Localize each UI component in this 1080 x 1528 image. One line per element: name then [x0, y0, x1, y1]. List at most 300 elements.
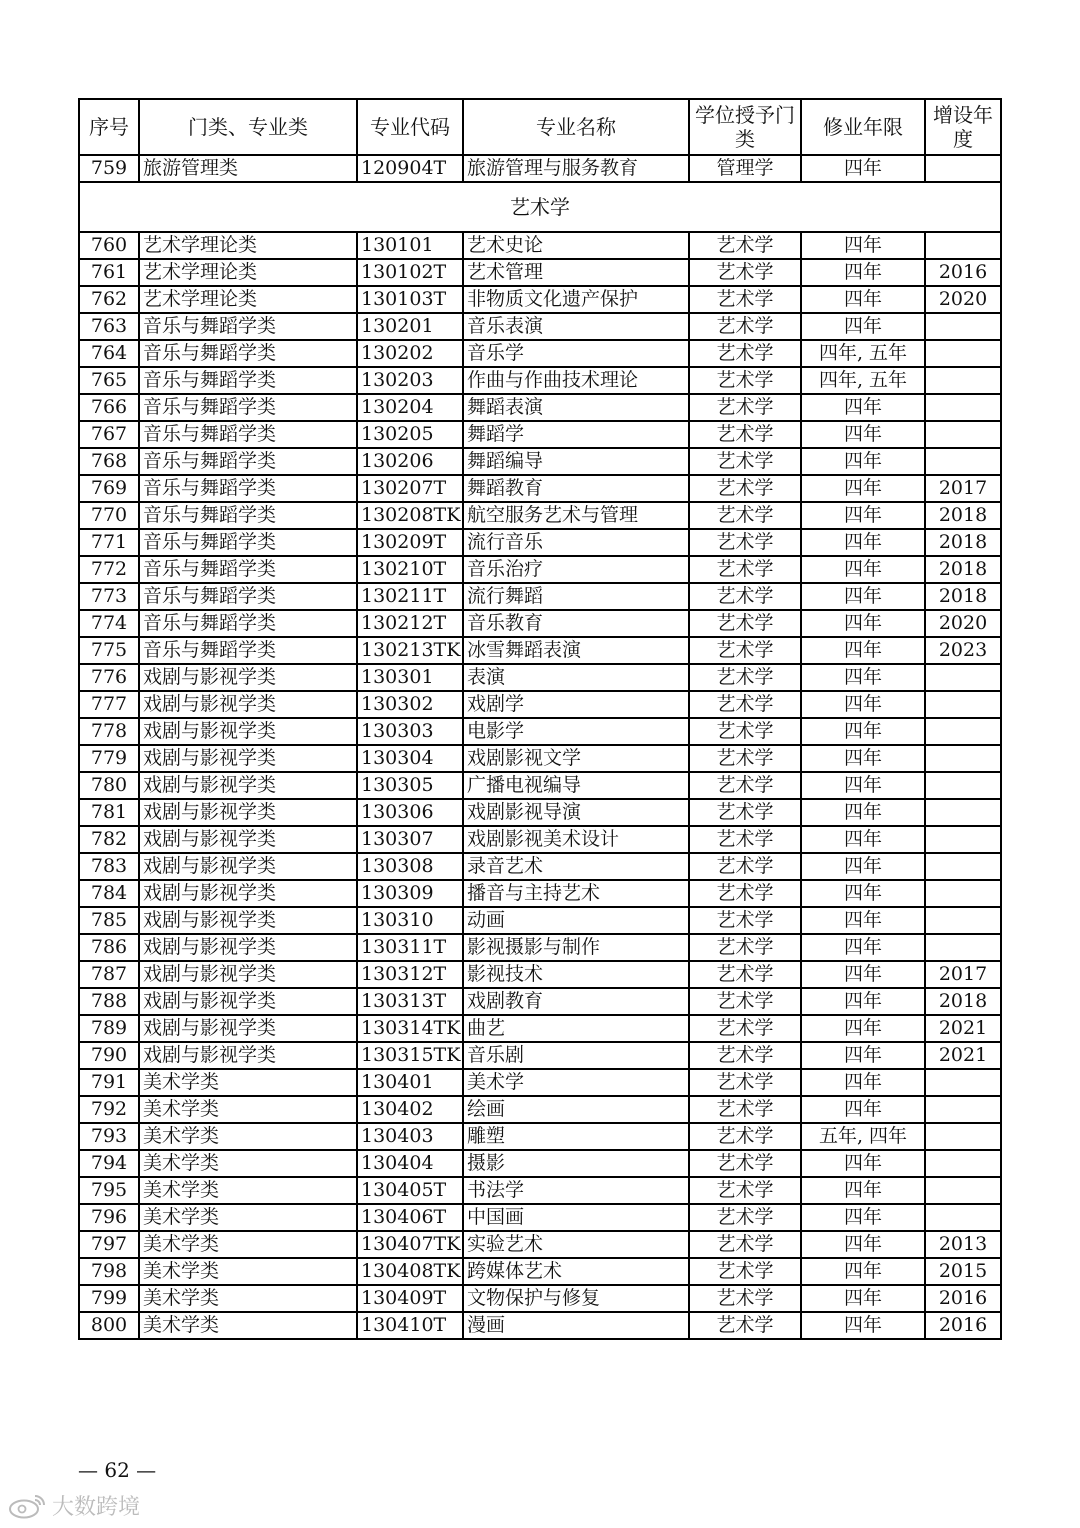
table-row [79, 988, 1001, 1015]
cell-year-added [925, 745, 1001, 772]
cell-major-name: 艺术管理 [463, 259, 689, 286]
cell-year-added [925, 367, 1001, 394]
cell-degree: 艺术学 [689, 1015, 801, 1042]
cell-major-name: 音乐表演 [463, 313, 689, 340]
cell-code: 130207T [357, 475, 463, 502]
cell-major-name: 跨媒体艺术 [463, 1258, 689, 1285]
cell-index: 785 [79, 907, 139, 934]
cell-code: 130315TK [357, 1042, 463, 1069]
cell-year-added [925, 340, 1001, 367]
cell-category: 戏剧与影视学类 [139, 691, 357, 718]
cell-index: 775 [79, 637, 139, 664]
cell-major-name: 电影学 [463, 718, 689, 745]
cell-duration: 四年 [801, 1285, 925, 1312]
cell-degree: 艺术学 [689, 1177, 801, 1204]
cell-code: 130211T [357, 583, 463, 610]
cell-year-added: 2016 [925, 1312, 1001, 1339]
cell-duration: 四年 [801, 286, 925, 313]
table-row [79, 799, 1001, 826]
cell-duration: 四年 [801, 1312, 925, 1339]
cell-year-added: 2013 [925, 1231, 1001, 1258]
table-row [79, 745, 1001, 772]
cell-index: 761 [79, 259, 139, 286]
cell-duration: 五年, 四年 [801, 1123, 925, 1150]
cell-category: 艺术学理论类 [139, 232, 357, 259]
cell-duration: 四年, 五年 [801, 367, 925, 394]
cell-category: 音乐与舞蹈学类 [139, 610, 357, 637]
cell-code: 130308 [357, 853, 463, 880]
cell-code: 130301 [357, 664, 463, 691]
table-row [79, 610, 1001, 637]
cell-code: 130410T [357, 1312, 463, 1339]
section-row [79, 182, 1001, 232]
cell-code: 130209T [357, 529, 463, 556]
cell-code: 130213TK [357, 637, 463, 664]
cell-index: 760 [79, 232, 139, 259]
cell-index: 784 [79, 880, 139, 907]
table-row [79, 664, 1001, 691]
cell-major-name: 作曲与作曲技术理论 [463, 367, 689, 394]
cell-major-name: 录音艺术 [463, 853, 689, 880]
cell-index: 777 [79, 691, 139, 718]
cell-degree: 艺术学 [689, 907, 801, 934]
cell-degree: 艺术学 [689, 1150, 801, 1177]
cell-year-added: 2018 [925, 529, 1001, 556]
cell-major-name: 动画 [463, 907, 689, 934]
table-row [79, 556, 1001, 583]
cell-year-added [925, 313, 1001, 340]
cell-category: 旅游管理类 [139, 155, 357, 182]
cell-category: 音乐与舞蹈学类 [139, 394, 357, 421]
cell-degree: 艺术学 [689, 367, 801, 394]
cell-degree: 艺术学 [689, 826, 801, 853]
cell-year-added [925, 718, 1001, 745]
cell-code: 130212T [357, 610, 463, 637]
header-cell-year-added: 增设年度 [925, 99, 1001, 155]
table-row [79, 1258, 1001, 1285]
cell-major-name: 绘画 [463, 1096, 689, 1123]
table-row [79, 718, 1001, 745]
cell-category: 美术学类 [139, 1177, 357, 1204]
cell-code: 130307 [357, 826, 463, 853]
cell-year-added: 2015 [925, 1258, 1001, 1285]
cell-category: 戏剧与影视学类 [139, 1042, 357, 1069]
cell-year-added [925, 1123, 1001, 1150]
cell-year-added: 2017 [925, 961, 1001, 988]
cell-index: 788 [79, 988, 139, 1015]
cell-major-name: 音乐剧 [463, 1042, 689, 1069]
table-row [79, 934, 1001, 961]
cell-degree: 艺术学 [689, 556, 801, 583]
cell-code: 130404 [357, 1150, 463, 1177]
cell-major-name: 表演 [463, 664, 689, 691]
cell-year-added [925, 448, 1001, 475]
cell-degree: 艺术学 [689, 1312, 801, 1339]
cell-major-name: 音乐学 [463, 340, 689, 367]
cell-major-name: 中国画 [463, 1204, 689, 1231]
cell-year-added: 2021 [925, 1042, 1001, 1069]
cell-code: 130408TK [357, 1258, 463, 1285]
cell-degree: 艺术学 [689, 475, 801, 502]
cell-code: 130311T [357, 934, 463, 961]
cell-degree: 艺术学 [689, 718, 801, 745]
cell-duration: 四年 [801, 691, 925, 718]
cell-year-added: 2020 [925, 286, 1001, 313]
cell-index: 797 [79, 1231, 139, 1258]
cell-index: 796 [79, 1204, 139, 1231]
page-number: — 62 — [78, 1458, 157, 1482]
cell-major-name: 影视技术 [463, 961, 689, 988]
cell-code: 130304 [357, 745, 463, 772]
cell-major-name: 流行音乐 [463, 529, 689, 556]
cell-category: 音乐与舞蹈学类 [139, 583, 357, 610]
cell-degree: 艺术学 [689, 502, 801, 529]
cell-year-added [925, 691, 1001, 718]
cell-major-name: 戏剧学 [463, 691, 689, 718]
table-row [79, 826, 1001, 853]
cell-degree: 艺术学 [689, 1069, 801, 1096]
cell-category: 戏剧与影视学类 [139, 934, 357, 961]
cell-year-added [925, 907, 1001, 934]
cell-index: 759 [79, 155, 139, 182]
cell-category: 音乐与舞蹈学类 [139, 340, 357, 367]
cell-year-added [925, 772, 1001, 799]
cell-code: 130306 [357, 799, 463, 826]
table-row [79, 1096, 1001, 1123]
cell-duration: 四年 [801, 1150, 925, 1177]
cell-year-added: 2016 [925, 259, 1001, 286]
cell-index: 783 [79, 853, 139, 880]
cell-index: 765 [79, 367, 139, 394]
cell-code: 130405T [357, 1177, 463, 1204]
cell-year-added [925, 1069, 1001, 1096]
cell-degree: 艺术学 [689, 880, 801, 907]
cell-duration: 四年 [801, 718, 925, 745]
cell-major-name: 舞蹈表演 [463, 394, 689, 421]
cell-category: 音乐与舞蹈学类 [139, 448, 357, 475]
cell-duration: 四年 [801, 826, 925, 853]
cell-duration: 四年 [801, 1258, 925, 1285]
cell-duration: 四年 [801, 1042, 925, 1069]
cell-category: 戏剧与影视学类 [139, 799, 357, 826]
header-row [79, 99, 1001, 155]
cell-index: 782 [79, 826, 139, 853]
cell-code: 130201 [357, 313, 463, 340]
cell-major-name: 戏剧影视文学 [463, 745, 689, 772]
table-row [79, 421, 1001, 448]
cell-code: 130204 [357, 394, 463, 421]
table-row [79, 907, 1001, 934]
header-cell-degree: 学位授予门类 [689, 99, 801, 155]
cell-major-name: 舞蹈教育 [463, 475, 689, 502]
cell-code: 130102T [357, 259, 463, 286]
cell-category: 戏剧与影视学类 [139, 826, 357, 853]
cell-code: 130310 [357, 907, 463, 934]
cell-degree: 艺术学 [689, 691, 801, 718]
cell-duration: 四年 [801, 1096, 925, 1123]
section-body [79, 182, 1001, 232]
cell-category: 音乐与舞蹈学类 [139, 502, 357, 529]
table-row [79, 1177, 1001, 1204]
cell-category: 美术学类 [139, 1312, 357, 1339]
cell-year-added [925, 155, 1001, 182]
table-row [79, 259, 1001, 286]
cell-degree: 艺术学 [689, 529, 801, 556]
table-row [79, 1204, 1001, 1231]
cell-duration: 四年 [801, 961, 925, 988]
cell-index: 774 [79, 610, 139, 637]
header-cell-major-name: 专业名称 [463, 99, 689, 155]
cell-major-name: 旅游管理与服务教育 [463, 155, 689, 182]
cell-code: 130303 [357, 718, 463, 745]
cell-index: 769 [79, 475, 139, 502]
table-row [79, 1285, 1001, 1312]
cell-year-added: 2018 [925, 583, 1001, 610]
table-row [79, 1069, 1001, 1096]
table-row [79, 637, 1001, 664]
cell-degree: 艺术学 [689, 421, 801, 448]
cell-index: 773 [79, 583, 139, 610]
cell-year-added: 2018 [925, 988, 1001, 1015]
cell-duration: 四年 [801, 313, 925, 340]
cell-duration: 四年 [801, 259, 925, 286]
cell-code: 130402 [357, 1096, 463, 1123]
cell-degree: 艺术学 [689, 664, 801, 691]
cell-year-added [925, 664, 1001, 691]
cell-year-added [925, 880, 1001, 907]
cell-duration: 四年 [801, 934, 925, 961]
cell-degree: 艺术学 [689, 340, 801, 367]
watermark [8, 1490, 140, 1521]
cell-duration: 四年 [801, 610, 925, 637]
cell-degree: 艺术学 [689, 313, 801, 340]
cell-category: 美术学类 [139, 1123, 357, 1150]
table-row [79, 1015, 1001, 1042]
cell-degree: 艺术学 [689, 934, 801, 961]
cell-category: 音乐与舞蹈学类 [139, 556, 357, 583]
cell-degree: 艺术学 [689, 583, 801, 610]
cell-major-name: 影视摄影与制作 [463, 934, 689, 961]
cell-major-name: 舞蹈编导 [463, 448, 689, 475]
table-row [79, 232, 1001, 259]
cell-index: 787 [79, 961, 139, 988]
cell-year-added [925, 1096, 1001, 1123]
cell-duration: 四年 [801, 1231, 925, 1258]
cell-year-added: 2017 [925, 475, 1001, 502]
cell-category: 美术学类 [139, 1285, 357, 1312]
watermark-text: 大数跨境 [52, 1495, 141, 1520]
cell-year-added: 2023 [925, 637, 1001, 664]
cell-duration: 四年 [801, 880, 925, 907]
cell-index: 780 [79, 772, 139, 799]
cell-degree: 艺术学 [689, 1258, 801, 1285]
cell-index: 795 [79, 1177, 139, 1204]
cell-index: 792 [79, 1096, 139, 1123]
cell-duration: 四年 [801, 907, 925, 934]
cell-index: 786 [79, 934, 139, 961]
cell-category: 音乐与舞蹈学类 [139, 637, 357, 664]
table-row [79, 155, 1001, 182]
cell-category: 美术学类 [139, 1231, 357, 1258]
cell-category: 美术学类 [139, 1204, 357, 1231]
cell-year-added [925, 826, 1001, 853]
cell-category: 戏剧与影视学类 [139, 907, 357, 934]
table-row [79, 313, 1001, 340]
table-row [79, 367, 1001, 394]
cell-degree: 艺术学 [689, 394, 801, 421]
cell-code: 120904T [357, 155, 463, 182]
cell-code: 130103T [357, 286, 463, 313]
table-row [79, 772, 1001, 799]
cell-year-added [925, 1150, 1001, 1177]
cell-degree: 管理学 [689, 155, 801, 182]
cell-major-name: 流行舞蹈 [463, 583, 689, 610]
cell-category: 音乐与舞蹈学类 [139, 313, 357, 340]
table-row [79, 1042, 1001, 1069]
cell-degree: 艺术学 [689, 988, 801, 1015]
cell-code: 130302 [357, 691, 463, 718]
cell-major-name: 艺术史论 [463, 232, 689, 259]
cell-index: 800 [79, 1312, 139, 1339]
cell-index: 799 [79, 1285, 139, 1312]
cell-code: 130407TK [357, 1231, 463, 1258]
cell-major-name: 书法学 [463, 1177, 689, 1204]
cell-major-name: 戏剧影视导演 [463, 799, 689, 826]
cell-category: 美术学类 [139, 1096, 357, 1123]
cell-year-added: 2020 [925, 610, 1001, 637]
table-row [79, 961, 1001, 988]
cell-major-name: 舞蹈学 [463, 421, 689, 448]
cell-index: 766 [79, 394, 139, 421]
cell-code: 130210T [357, 556, 463, 583]
cell-duration: 四年 [801, 448, 925, 475]
table-row [79, 529, 1001, 556]
cell-degree: 艺术学 [689, 745, 801, 772]
cell-major-name: 戏剧教育 [463, 988, 689, 1015]
cell-index: 793 [79, 1123, 139, 1150]
cell-category: 艺术学理论类 [139, 259, 357, 286]
table-row [79, 853, 1001, 880]
cell-degree: 艺术学 [689, 637, 801, 664]
cell-degree: 艺术学 [689, 1096, 801, 1123]
cell-category: 戏剧与影视学类 [139, 745, 357, 772]
cell-major-name: 音乐治疗 [463, 556, 689, 583]
cell-year-added: 2018 [925, 502, 1001, 529]
cell-major-name: 雕塑 [463, 1123, 689, 1150]
cell-duration: 四年 [801, 394, 925, 421]
cell-category: 戏剧与影视学类 [139, 772, 357, 799]
cell-duration: 四年 [801, 155, 925, 182]
cell-major-name: 播音与主持艺术 [463, 880, 689, 907]
cell-duration: 四年 [801, 772, 925, 799]
cell-category: 艺术学理论类 [139, 286, 357, 313]
major-catalog-table [78, 98, 1002, 1340]
cell-degree: 艺术学 [689, 448, 801, 475]
table-row [79, 394, 1001, 421]
cell-major-name: 冰雪舞蹈表演 [463, 637, 689, 664]
cell-major-name: 音乐教育 [463, 610, 689, 637]
cell-code: 130305 [357, 772, 463, 799]
cell-duration: 四年 [801, 232, 925, 259]
cell-code: 130206 [357, 448, 463, 475]
header-cell-category: 门类、专业类 [139, 99, 357, 155]
cell-degree: 艺术学 [689, 799, 801, 826]
cell-degree: 艺术学 [689, 232, 801, 259]
cell-index: 767 [79, 421, 139, 448]
table-row [79, 1312, 1001, 1339]
cell-category: 戏剧与影视学类 [139, 988, 357, 1015]
cell-code: 130202 [357, 340, 463, 367]
cell-major-name: 文物保护与修复 [463, 1285, 689, 1312]
cell-index: 790 [79, 1042, 139, 1069]
cell-degree: 艺术学 [689, 1204, 801, 1231]
cell-degree: 艺术学 [689, 286, 801, 313]
cell-category: 戏剧与影视学类 [139, 853, 357, 880]
cell-category: 美术学类 [139, 1258, 357, 1285]
cell-major-name: 航空服务艺术与管理 [463, 502, 689, 529]
cell-degree: 艺术学 [689, 772, 801, 799]
cell-index: 776 [79, 664, 139, 691]
cell-code: 130101 [357, 232, 463, 259]
cell-code: 130203 [357, 367, 463, 394]
cell-major-name: 摄影 [463, 1150, 689, 1177]
cell-code: 130401 [357, 1069, 463, 1096]
table-row [79, 502, 1001, 529]
cell-category: 戏剧与影视学类 [139, 880, 357, 907]
cell-duration: 四年 [801, 475, 925, 502]
cell-year-added [925, 853, 1001, 880]
cell-duration: 四年 [801, 583, 925, 610]
cell-duration: 四年 [801, 556, 925, 583]
cell-duration: 四年, 五年 [801, 340, 925, 367]
cell-index: 798 [79, 1258, 139, 1285]
cell-code: 130406T [357, 1204, 463, 1231]
cell-duration: 四年 [801, 1069, 925, 1096]
cell-duration: 四年 [801, 637, 925, 664]
cell-year-added [925, 1177, 1001, 1204]
cell-code: 130313T [357, 988, 463, 1015]
cell-year-added [925, 232, 1001, 259]
table-row [79, 1123, 1001, 1150]
cell-degree: 艺术学 [689, 1123, 801, 1150]
cell-year-added: 2018 [925, 556, 1001, 583]
cell-category: 音乐与舞蹈学类 [139, 475, 357, 502]
cell-index: 794 [79, 1150, 139, 1177]
cell-duration: 四年 [801, 988, 925, 1015]
header-cell-duration: 修业年限 [801, 99, 925, 155]
cell-category: 美术学类 [139, 1069, 357, 1096]
cell-index: 781 [79, 799, 139, 826]
cell-degree: 艺术学 [689, 961, 801, 988]
cell-duration: 四年 [801, 529, 925, 556]
cell-major-name: 漫画 [463, 1312, 689, 1339]
cell-duration: 四年 [801, 664, 925, 691]
cell-major-name: 非物质文化遗产保护 [463, 286, 689, 313]
cell-category: 戏剧与影视学类 [139, 1015, 357, 1042]
table-row [79, 583, 1001, 610]
cell-duration: 四年 [801, 853, 925, 880]
cell-code: 130409T [357, 1285, 463, 1312]
table-row [79, 340, 1001, 367]
cell-index: 791 [79, 1069, 139, 1096]
cell-degree: 艺术学 [689, 853, 801, 880]
cell-degree: 艺术学 [689, 610, 801, 637]
cell-year-added: 2021 [925, 1015, 1001, 1042]
cell-year-added: 2016 [925, 1285, 1001, 1312]
cell-code: 130309 [357, 880, 463, 907]
cell-category: 戏剧与影视学类 [139, 718, 357, 745]
header-cell-code: 专业代码 [357, 99, 463, 155]
